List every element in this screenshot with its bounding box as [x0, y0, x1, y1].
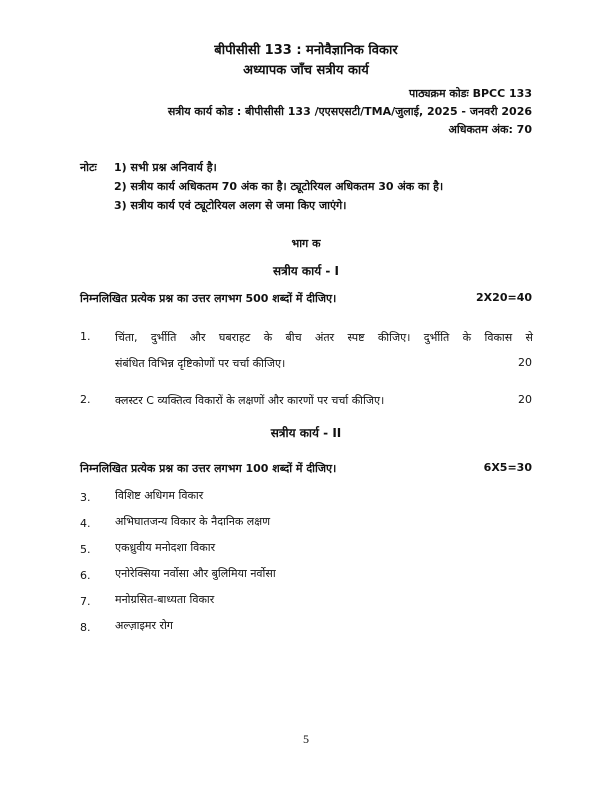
note-item: 1) सभी प्रश्न अनिवार्य है। — [114, 161, 217, 174]
question-text: मनोग्रसित-बाध्यता विकार — [115, 593, 215, 606]
section-marks: 2X20=40 — [476, 291, 532, 304]
assignment-title: अध्यापक जाँच सत्रीय कार्य — [243, 63, 369, 78]
notes-label: नोटः — [80, 161, 97, 174]
question-number: 4. — [80, 517, 91, 530]
instruction-text: निम्नलिखित प्रत्येक प्रश्न का उत्तर लगभग 100 शब्दों में दीजिए। — [80, 462, 337, 475]
question-text: एनोरेक्सिया नर्वोसा और बुलिमिया नर्वोसा — [115, 567, 276, 580]
question-number: 5. — [80, 543, 91, 556]
question-text: अल्ज़ाइमर रोग — [115, 619, 173, 632]
question-text-continued: संबंधित विभिन्न दृष्टिकोणों पर चर्चा कीजिए। — [115, 357, 286, 370]
question-number: 8. — [80, 621, 91, 634]
question-text: चिंता, दुर्भीति और घबराहट के बीच अंतर स्पष्ट कीजिए। दुर्भीति के विकास से — [115, 331, 533, 344]
question-number: 6. — [80, 569, 91, 582]
question-text: विशिष्ट अधिगम विकार — [115, 489, 204, 502]
question-number: 7. — [80, 595, 91, 608]
question-number: 2. — [80, 393, 91, 406]
question-number: 1. — [80, 330, 91, 343]
part-heading: भाग क — [291, 237, 321, 250]
question-text: एकध्रुवीय मनोदशा विकार — [115, 541, 216, 554]
question-marks: 20 — [518, 393, 532, 406]
question-text: क्लस्टर C व्यक्तित्व विकारों के लक्षणों और कारणों पर चर्चा कीजिए। — [115, 394, 385, 407]
note-item: 2) सत्रीय कार्य अधिकतम 70 अंक का है। ट्यूटोरियल अधिकतम 30 अंक का है। — [114, 180, 444, 193]
assignment-code: सत्रीय कार्य कोड : बीपीसीसी 133 /एएसएसटी/TMA/जुलाई, 2025 - जनवरी 2026 — [167, 105, 532, 118]
note-item: 3) सत्रीय कार्य एवं ट्यूटोरियल अलग से जमा किए जाएंगे। — [114, 199, 347, 212]
section-heading: सत्रीय कार्य - II — [270, 426, 342, 440]
section-heading: सत्रीय कार्य - I — [272, 264, 340, 278]
question-marks: 20 — [518, 356, 532, 369]
instruction-text: निम्नलिखित प्रत्येक प्रश्न का उत्तर लगभग 500 शब्दों में दीजिए। — [80, 292, 337, 305]
max-marks: अधिकतम अंक: 70 — [448, 123, 532, 136]
course-code: पाठ्यक्रम कोडः BPCC 133 — [409, 87, 532, 100]
question-text: अभिघातजन्य विकार के नैदानिक लक्षण — [115, 515, 271, 528]
section-marks: 6X5=30 — [483, 461, 532, 474]
page-number: 5 — [303, 732, 309, 746]
course-title: बीपीसीसी 133 : मनोवैज्ञानिक विकार — [214, 43, 398, 58]
question-number: 3. — [80, 491, 91, 504]
